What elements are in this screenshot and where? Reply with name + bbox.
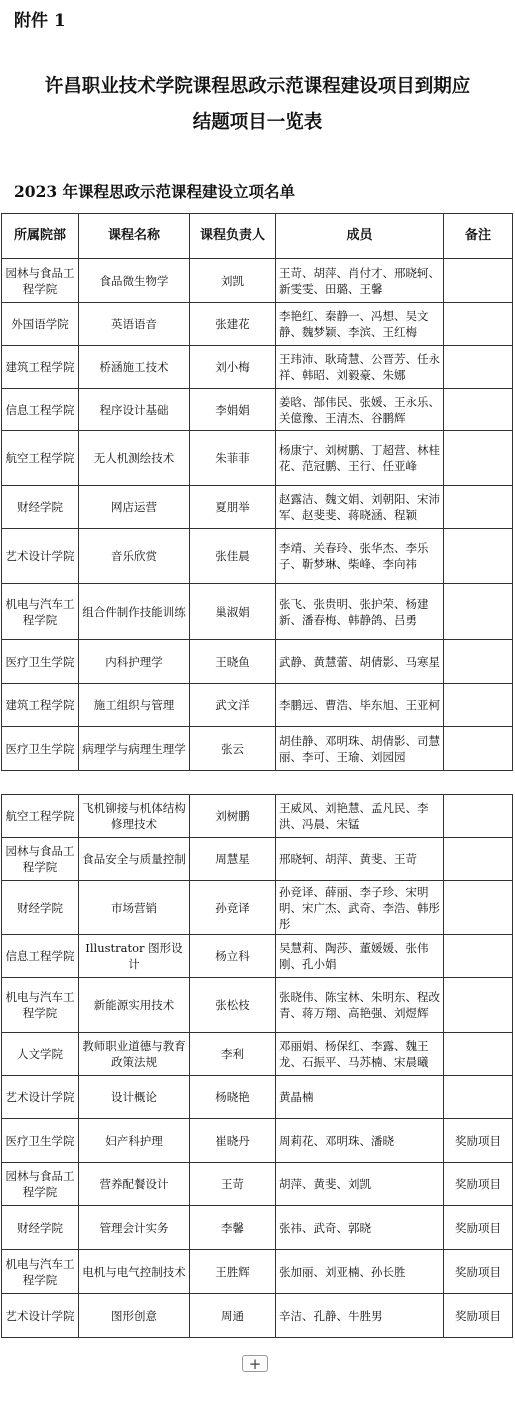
table-row	[2, 1033, 513, 1076]
cell-leader: 朱菲菲	[190, 431, 276, 486]
cell-members: 周莉花、邓明珠、潘晓	[276, 1119, 444, 1163]
cell-dept: 航空工程学院	[2, 431, 79, 486]
project-table-part1	[1, 213, 513, 771]
table-row	[2, 1294, 513, 1338]
cell-leader: 王晓鱼	[190, 640, 276, 684]
table-row	[2, 584, 513, 640]
cell-dept: 外国语学院	[2, 303, 79, 346]
cell-course: 营养配餐设计	[79, 1163, 190, 1206]
cell-leader: 杨晓艳	[190, 1076, 276, 1119]
header-note: 备注	[444, 214, 513, 259]
table-row	[2, 684, 513, 727]
cell-members: 张祎、武奇、郭晓	[276, 1206, 444, 1250]
cell-leader: 李馨	[190, 1206, 276, 1250]
cell-members: 辛洁、孔静、牛胜男	[276, 1294, 444, 1338]
cell-members: 邢晓轲、胡萍、黄斐、王苛	[276, 838, 444, 881]
table-row	[2, 303, 513, 346]
cell-members: 张飞、张贵明、张护荣、杨建新、潘春梅、韩静鸽、吕勇	[276, 584, 444, 640]
cell-course: 飞机铆接与机体结构修理技术	[79, 795, 190, 838]
cell-members: 李靖、关春玲、张华杰、李乐子、靳梦琳、柴峰、李向祎	[276, 529, 444, 584]
cell-course: 妇产科护理	[79, 1119, 190, 1163]
cell-note	[444, 795, 513, 838]
cell-note	[444, 684, 513, 727]
cell-note	[444, 431, 513, 486]
cell-note	[444, 346, 513, 389]
cell-members: 李艳红、秦静一、冯想、吴文静、魏梦颖、李滨、王红梅	[276, 303, 444, 346]
cell-dept: 园林与食品工程学院	[2, 259, 79, 303]
cell-course: 管理会计实务	[79, 1206, 190, 1250]
project-table-part2	[1, 794, 513, 1338]
header-members: 成员	[276, 214, 444, 259]
table-body-part2	[2, 795, 513, 1338]
cell-leader: 王苛	[190, 1163, 276, 1206]
table-row	[2, 935, 513, 978]
table-row	[2, 389, 513, 431]
header-dept: 所属院部	[2, 214, 79, 259]
cell-dept: 机电与汽车工程学院	[2, 978, 79, 1033]
cell-members: 王苛、胡萍、肖付才、邢晓轲、新雯雯、田璐、王馨	[276, 259, 444, 303]
cell-dept: 艺术设计学院	[2, 1076, 79, 1119]
cell-note	[444, 935, 513, 978]
cell-note	[444, 640, 513, 684]
cell-course: 无人机测绘技术	[79, 431, 190, 486]
cell-leader: 张佳晨	[190, 529, 276, 584]
cell-dept: 信息工程学院	[2, 389, 79, 431]
add-row-button[interactable]: +	[242, 1355, 268, 1372]
cell-dept: 建筑工程学院	[2, 684, 79, 727]
table-row	[2, 529, 513, 584]
table-row	[2, 486, 513, 529]
cell-members: 武静、黄慧蕾、胡倩影、马寒星	[276, 640, 444, 684]
cell-members: 赵露洁、魏文娟、刘朝阳、宋沛军、赵斐斐、蒋晓涵、程颖	[276, 486, 444, 529]
cell-leader: 刘凯	[190, 259, 276, 303]
cell-leader: 杨立科	[190, 935, 276, 978]
cell-note	[444, 1033, 513, 1076]
cell-dept: 园林与食品工程学院	[2, 838, 79, 881]
cell-leader: 崔晓丹	[190, 1119, 276, 1163]
cell-note	[444, 727, 513, 771]
cell-members: 张加丽、刘亚楠、孙长胜	[276, 1250, 444, 1294]
cell-members: 孙竞译、薛丽、李子珍、宋明明、宋广杰、武奇、李浩、韩彤彤	[276, 881, 444, 935]
document-title-line2: 结题项目一览表	[192, 112, 323, 133]
cell-members: 杨康宁、刘树鹏、丁超营、林桂花、范冠鹏、王行、任亚峰	[276, 431, 444, 486]
cell-members: 邓丽娟、杨保红、李露、魏王龙、石振平、马苏楠、宋晨曦	[276, 1033, 444, 1076]
cell-dept: 财经学院	[2, 486, 79, 529]
cell-leader: 李利	[190, 1033, 276, 1076]
cell-leader: 张云	[190, 727, 276, 771]
cell-course: 英语语音	[79, 303, 190, 346]
cell-note	[444, 881, 513, 935]
cell-dept: 艺术设计学院	[2, 529, 79, 584]
cell-dept: 医疗卫生学院	[2, 1119, 79, 1163]
cell-course: 市场营销	[79, 881, 190, 935]
table-header-row	[2, 214, 513, 259]
cell-course: 组合件制作技能训练	[79, 584, 190, 640]
cell-course: Illustrator 图形设计	[79, 935, 190, 978]
cell-dept: 机电与汽车工程学院	[2, 1250, 79, 1294]
cell-note	[444, 529, 513, 584]
cell-note: 奖励项目	[444, 1206, 513, 1250]
cell-course: 网店运营	[79, 486, 190, 529]
cell-leader: 周慧星	[190, 838, 276, 881]
cell-dept: 医疗卫生学院	[2, 727, 79, 771]
table-row	[2, 838, 513, 881]
table-row	[2, 978, 513, 1033]
cell-course: 图形创意	[79, 1294, 190, 1338]
cell-note	[444, 303, 513, 346]
cell-dept: 航空工程学院	[2, 795, 79, 838]
cell-course: 内科护理学	[79, 640, 190, 684]
cell-leader: 张建花	[190, 303, 276, 346]
table-row	[2, 1163, 513, 1206]
cell-note	[444, 584, 513, 640]
table-row	[2, 1206, 513, 1250]
cell-leader: 刘小梅	[190, 346, 276, 389]
table-row	[2, 1076, 513, 1119]
cell-leader: 夏朋举	[190, 486, 276, 529]
cell-leader: 武文洋	[190, 684, 276, 727]
cell-note	[444, 259, 513, 303]
cell-leader: 周通	[190, 1294, 276, 1338]
cell-note: 奖励项目	[444, 1119, 513, 1163]
document-title-line1: 许昌职业技术学院课程思政示范课程建设项目到期应	[44, 76, 471, 97]
cell-note	[444, 838, 513, 881]
table-row	[2, 1250, 513, 1294]
cell-course: 电机与电气控制技术	[79, 1250, 190, 1294]
cell-course: 设计概论	[79, 1076, 190, 1119]
table-row	[2, 1119, 513, 1163]
cell-members: 张晓伟、陈宝林、朱明东、程改青、蒋万翔、高艳强、刘煜辉	[276, 978, 444, 1033]
cell-course: 施工组织与管理	[79, 684, 190, 727]
cell-leader: 巢淑娟	[190, 584, 276, 640]
cell-course: 程序设计基础	[79, 389, 190, 431]
cell-note	[444, 486, 513, 529]
cell-note	[444, 389, 513, 431]
cell-course: 教师职业道德与教育政策法规	[79, 1033, 190, 1076]
header-leader: 课程负责人	[190, 214, 276, 259]
table-row	[2, 431, 513, 486]
cell-dept: 医疗卫生学院	[2, 640, 79, 684]
cell-members: 姜晗、郜伟民、张媛、王永乐、关億豫、王清杰、谷鹏辉	[276, 389, 444, 431]
cell-members: 胡佳静、邓明珠、胡倩影、司慧丽、李可、王瑜、刘园园	[276, 727, 444, 771]
cell-members: 王玮沛、耿琦慧、公晋芳、任永祥、韩昭、刘毅豪、朱娜	[276, 346, 444, 389]
cell-course: 桥涵施工技术	[79, 346, 190, 389]
cell-members: 吴慧莉、陶莎、董媛媛、张伟刚、孔小娟	[276, 935, 444, 978]
cell-dept: 人文学院	[2, 1033, 79, 1076]
cell-dept: 财经学院	[2, 1206, 79, 1250]
table-row	[2, 346, 513, 389]
cell-course: 新能源实用技术	[79, 978, 190, 1033]
cell-note: 奖励项目	[444, 1294, 513, 1338]
table-row	[2, 727, 513, 771]
attachment-label: 附件 1	[14, 11, 66, 31]
cell-leader: 孙竞译	[190, 881, 276, 935]
cell-note	[444, 978, 513, 1033]
cell-members: 王威风、刘艳慧、孟凡民、李洪、冯晨、宋锰	[276, 795, 444, 838]
cell-members: 黄晶楠	[276, 1076, 444, 1119]
cell-dept: 信息工程学院	[2, 935, 79, 978]
cell-dept: 艺术设计学院	[2, 1294, 79, 1338]
cell-leader: 李娟娟	[190, 389, 276, 431]
cell-course: 食品安全与质量控制	[79, 838, 190, 881]
table-row	[2, 640, 513, 684]
cell-dept: 财经学院	[2, 881, 79, 935]
table-body-part1	[2, 259, 513, 771]
cell-course: 食品微生物学	[79, 259, 190, 303]
cell-leader: 刘树鹏	[190, 795, 276, 838]
table-row	[2, 795, 513, 838]
cell-note: 奖励项目	[444, 1163, 513, 1206]
cell-note	[444, 1076, 513, 1119]
cell-leader: 王胜辉	[190, 1250, 276, 1294]
cell-course: 音乐欣赏	[79, 529, 190, 584]
cell-note: 奖励项目	[444, 1250, 513, 1294]
header-course: 课程名称	[79, 214, 190, 259]
cell-dept: 机电与汽车工程学院	[2, 584, 79, 640]
cell-course: 病理学与病理生理学	[79, 727, 190, 771]
cell-dept: 建筑工程学院	[2, 346, 79, 389]
table-row	[2, 881, 513, 935]
cell-leader: 张松枝	[190, 978, 276, 1033]
table-row	[2, 259, 513, 303]
cell-members: 李鹏远、曹浩、毕东旭、王亚柯	[276, 684, 444, 727]
cell-dept: 园林与食品工程学院	[2, 1163, 79, 1206]
section-title: 2023 年课程思政示范课程建设立项名单	[14, 182, 296, 201]
cell-members: 胡萍、黄斐、刘凯	[276, 1163, 444, 1206]
